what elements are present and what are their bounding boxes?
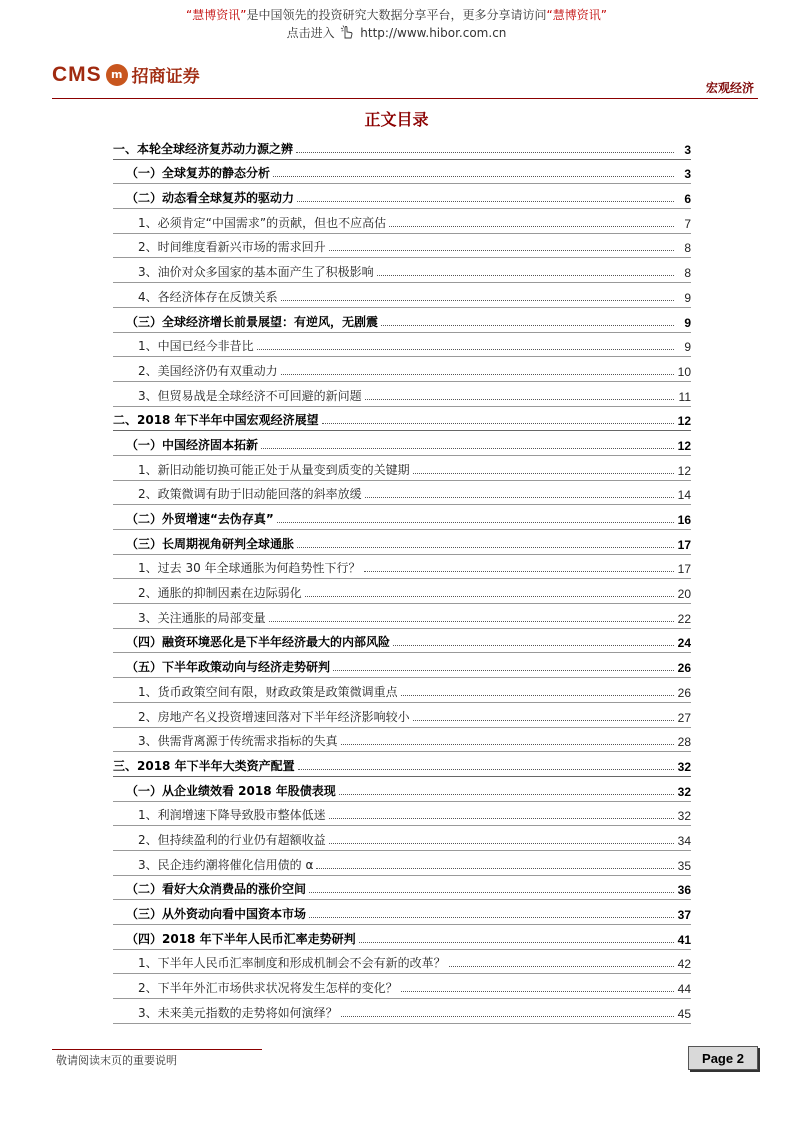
promo-line-2 bbox=[0, 24, 793, 42]
toc-entry-title: （三）长周期视角研判全球通胀 bbox=[126, 536, 295, 551]
promo-banner bbox=[0, 6, 793, 42]
toc-entry-page: 27 bbox=[677, 710, 691, 725]
logo-latin: CMS bbox=[52, 62, 102, 86]
toc-entry-title: 1、货币政策空间有限，财政政策是政策微调重点 bbox=[138, 684, 398, 699]
toc-leader-dots bbox=[413, 720, 674, 721]
toc-entry-page: 8 bbox=[684, 241, 691, 256]
toc-entry-title: 3、关注通胀的局部变量 bbox=[138, 610, 266, 625]
toc-leader-dots bbox=[281, 300, 674, 301]
toc-entry[interactable] bbox=[113, 604, 691, 629]
toc-entry-page: 11 bbox=[678, 389, 691, 404]
toc-entry-page: 32 bbox=[677, 784, 691, 799]
toc-entry-page: 14 bbox=[677, 488, 691, 503]
toc-entry[interactable] bbox=[113, 407, 691, 432]
toc-leader-dots bbox=[329, 843, 674, 844]
toc-entry[interactable] bbox=[113, 160, 691, 185]
company-logo bbox=[52, 62, 200, 87]
toc-entry[interactable] bbox=[113, 999, 691, 1024]
brand-name[interactable]: “慧博资讯” bbox=[186, 8, 247, 22]
toc-entry-page: 41 bbox=[677, 932, 691, 947]
disclaimer-note: 敬请阅读末页的重要说明 bbox=[56, 1054, 177, 1067]
toc-entry-title: （三）全球经济增长前景展望：有逆风，无剧震 bbox=[126, 314, 379, 329]
promo-line-1 bbox=[0, 6, 793, 24]
toc-entry-title: 1、过去 30 年全球通胀为何趋势性下行？ bbox=[138, 561, 361, 576]
toc-entry-title: 3、油价对众多国家的基本面产生了积极影响 bbox=[138, 265, 374, 280]
toc-entry-title: 1、新旧动能切换可能正处于从量变到质变的关键期 bbox=[138, 462, 410, 477]
toc-entry-page: 10 bbox=[677, 364, 691, 379]
toc-entry-page: 12 bbox=[677, 438, 691, 453]
toc-entry-page: 26 bbox=[677, 661, 691, 676]
toc-entry-title: 二、2018 年下半年中国宏观经济展望 bbox=[113, 413, 319, 428]
toc-entry-title: 1、必须肯定“中国需求”的贡献，但也不应高估 bbox=[138, 215, 387, 230]
toc-leader-dots bbox=[297, 547, 674, 548]
toc-leader-dots bbox=[365, 399, 674, 400]
toc-entry-title: 3、未来美元指数的走势将如何演绎？ bbox=[138, 1005, 338, 1020]
toc-entry-title: 2、政策微调有助于旧动能回落的斜率放缓 bbox=[138, 487, 362, 502]
toc-entry[interactable] bbox=[113, 234, 691, 259]
toc-entry-page: 26 bbox=[677, 685, 691, 700]
toc-entry-page: 17 bbox=[677, 537, 691, 552]
toc-entry-page: 37 bbox=[677, 908, 691, 922]
toc-entry[interactable] bbox=[113, 728, 691, 753]
brand-name-2[interactable]: “慧博资讯” bbox=[546, 8, 607, 22]
toc-leader-dots bbox=[305, 596, 674, 597]
toc-entry-title: 2、通胀的抑制因素在边际弱化 bbox=[138, 586, 302, 601]
toc-entry[interactable] bbox=[113, 974, 691, 999]
toc-entry-page: 16 bbox=[677, 513, 691, 527]
toc-leader-dots bbox=[333, 670, 674, 671]
toc-leader-dots bbox=[359, 942, 674, 943]
toc-entry-page: 20 bbox=[677, 587, 691, 602]
toc-entry-page: 3 bbox=[684, 167, 691, 182]
toc-leader-dots bbox=[309, 892, 674, 893]
toc-entry[interactable] bbox=[113, 555, 691, 580]
toc-leader-dots bbox=[401, 695, 674, 696]
toc-entry[interactable] bbox=[113, 851, 691, 876]
toc-leader-dots bbox=[341, 744, 674, 745]
toc-entry-title: （一）全球复苏的静态分析 bbox=[126, 166, 271, 181]
toc-entry[interactable] bbox=[113, 333, 691, 358]
enter-prompt: 点击进入 bbox=[286, 26, 335, 40]
toc-entry[interactable] bbox=[113, 135, 691, 160]
toc-leader-dots bbox=[381, 325, 674, 326]
toc-entry-title: 2、美国经济仍有双重动力 bbox=[138, 363, 278, 378]
toc-entry[interactable] bbox=[113, 283, 691, 308]
toc-leader-dots bbox=[365, 497, 674, 498]
toc-entry-title: （四）融资环境恶化是下半年经济最大的内部风险 bbox=[126, 635, 391, 650]
toc-entry-title: 2、时间维度看新兴市场的需求回升 bbox=[138, 240, 326, 255]
toc-entry[interactable] bbox=[113, 357, 691, 382]
toc-entry-page: 9 bbox=[684, 315, 691, 330]
toc-entry-title: 1、利润增速下降导致股市整体低迷 bbox=[138, 808, 326, 823]
promo-text: 是中国领先的投资研究大数据分享平台，更多分享请访问 bbox=[246, 8, 547, 22]
toc-entry-page: 7 bbox=[684, 216, 691, 231]
toc-leader-dots bbox=[329, 818, 674, 819]
toc-entry[interactable] bbox=[113, 900, 691, 925]
toc-entry-page: 42 bbox=[677, 957, 691, 972]
logo-chinese: 招商证券 bbox=[131, 67, 200, 87]
toc-entry[interactable] bbox=[113, 431, 691, 456]
toc-entry-page: 35 bbox=[677, 858, 691, 873]
toc-entry-page: 32 bbox=[677, 809, 691, 824]
toc-entry-page: 22 bbox=[677, 611, 691, 626]
toc-leader-dots bbox=[269, 621, 674, 622]
toc-leader-dots bbox=[401, 991, 674, 992]
toc-entry-title: 1、下半年人民币汇率制度和形成机制会不会有新的改革？ bbox=[138, 956, 446, 971]
toc-entry[interactable] bbox=[113, 678, 691, 703]
toc-leader-dots bbox=[309, 917, 674, 918]
toc-entry-title: 3、供需背离源于传统需求指标的失真 bbox=[138, 734, 338, 749]
logo-emblem-icon: m bbox=[106, 64, 128, 86]
toc-leader-dots bbox=[377, 275, 674, 276]
toc-entry-title: （一）中国经济固本拓新 bbox=[126, 437, 259, 452]
toc-entry-page: 44 bbox=[677, 982, 691, 997]
toc-entry-title: （一）从企业绩效看 2018 年股债表现 bbox=[126, 783, 336, 798]
toc-entry[interactable] bbox=[113, 209, 691, 234]
toc-entry[interactable] bbox=[113, 382, 691, 407]
toc-leader-dots bbox=[281, 374, 674, 375]
toc-entry-title: （二）看好大众消费品的涨价空间 bbox=[126, 882, 307, 897]
toc-entry-page: 24 bbox=[677, 636, 691, 651]
toc-leader-dots bbox=[389, 226, 674, 227]
toc-leader-dots bbox=[339, 794, 674, 795]
toc-entry-title: （二）外贸增速“去伪存真” bbox=[126, 512, 274, 526]
toc-entry-page: 3 bbox=[684, 142, 691, 157]
toc-entry[interactable] bbox=[113, 308, 691, 333]
toc-entry-title: 一、本轮全球经济复苏动力源之辨 bbox=[113, 141, 294, 156]
toc-leader-dots bbox=[297, 201, 674, 202]
toc-entry-page: 34 bbox=[677, 833, 691, 848]
toc-entry[interactable] bbox=[113, 184, 691, 209]
toc-leader-dots bbox=[322, 423, 674, 424]
toc-entry[interactable] bbox=[113, 925, 691, 950]
toc-entry[interactable] bbox=[113, 456, 691, 481]
toc-entry-page: 36 bbox=[677, 883, 691, 898]
toc-entry-title: （四）2018 年下半年人民币汇率走势研判 bbox=[126, 931, 356, 946]
toc-entry-page: 12 bbox=[677, 463, 691, 478]
toc-entry[interactable] bbox=[113, 826, 691, 851]
page-footer bbox=[52, 1049, 758, 1073]
toc-entry-title: 3、民企违约潮将催化信用债的 α bbox=[138, 857, 314, 872]
toc-entry[interactable] bbox=[113, 703, 691, 728]
toc-entry[interactable] bbox=[113, 777, 691, 802]
site-url-link[interactable]: http://www.hibor.com.cn bbox=[360, 26, 507, 40]
toc-entry-title: 4、各经济体存在反馈关系 bbox=[138, 289, 278, 304]
toc-entry-page: 6 bbox=[684, 192, 691, 207]
toc-entry-title: 3、但贸易战是全球经济不可回避的新问题 bbox=[138, 388, 362, 403]
page-number-badge: Page 2 bbox=[688, 1046, 758, 1070]
toc-entry-title: 2、但持续盈利的行业仍有超额收益 bbox=[138, 832, 326, 847]
toc-entry[interactable] bbox=[113, 579, 691, 604]
toc-leader-dots bbox=[298, 769, 674, 770]
toc-entry-title: 1、中国已经今非昔比 bbox=[138, 339, 254, 354]
toc-leader-dots bbox=[316, 868, 674, 869]
page-header bbox=[52, 62, 758, 99]
toc-entry-title: （五）下半年政策动向与经济走势研判 bbox=[126, 660, 331, 675]
section-label: 宏观经济 bbox=[705, 81, 754, 95]
toc-entry-title: 2、房地产名义投资增速回落对下半年经济影响较小 bbox=[138, 709, 410, 724]
toc-entry-page: 28 bbox=[677, 735, 691, 750]
toc-entry-page: 45 bbox=[677, 1006, 691, 1021]
toc-leader-dots bbox=[413, 473, 674, 474]
toc-title: 正文目录 bbox=[364, 110, 429, 129]
toc-entry-title: 三、2018 年下半年大类资产配置 bbox=[113, 758, 295, 773]
toc-leader-dots bbox=[296, 152, 674, 153]
toc-leader-dots bbox=[364, 571, 674, 572]
toc-entry-page: 8 bbox=[684, 266, 691, 281]
toc-leader-dots bbox=[393, 645, 674, 646]
toc-entry[interactable] bbox=[113, 505, 691, 530]
toc-leader-dots bbox=[449, 966, 674, 967]
footer-divider bbox=[52, 1049, 262, 1050]
toc-leader-dots bbox=[277, 522, 674, 523]
toc-leader-dots bbox=[341, 1016, 674, 1017]
toc-entry[interactable] bbox=[113, 530, 691, 555]
toc-entry-title: （三）从外资动向看中国资本市场 bbox=[126, 907, 307, 921]
toc-entry-page: 9 bbox=[684, 340, 691, 355]
toc-entry[interactable] bbox=[113, 653, 691, 678]
toc-entry[interactable] bbox=[113, 481, 691, 506]
toc-leader-dots bbox=[257, 349, 674, 350]
toc-entry[interactable] bbox=[113, 876, 691, 901]
toc-entry[interactable] bbox=[113, 629, 691, 654]
toc-entry[interactable] bbox=[113, 752, 691, 777]
toc-entry[interactable] bbox=[113, 802, 691, 827]
toc-entry-title: （二）动态看全球复苏的驱动力 bbox=[126, 191, 295, 206]
toc-entry-page: 17 bbox=[677, 562, 691, 577]
toc-entry-title: 2、下半年外汇市场供求状况将发生怎样的变化？ bbox=[138, 981, 398, 996]
toc-entry-page: 12 bbox=[677, 414, 691, 429]
toc-entry-page: 32 bbox=[677, 759, 691, 774]
table-of-contents bbox=[113, 135, 691, 1024]
toc-leader-dots bbox=[273, 176, 674, 177]
toc-leader-dots bbox=[261, 448, 674, 449]
toc-entry-page: 9 bbox=[684, 290, 691, 305]
toc-entry[interactable] bbox=[113, 258, 691, 283]
toc-leader-dots bbox=[329, 250, 674, 251]
pointer-cursor-icon bbox=[340, 25, 354, 39]
toc-entry[interactable] bbox=[113, 950, 691, 975]
